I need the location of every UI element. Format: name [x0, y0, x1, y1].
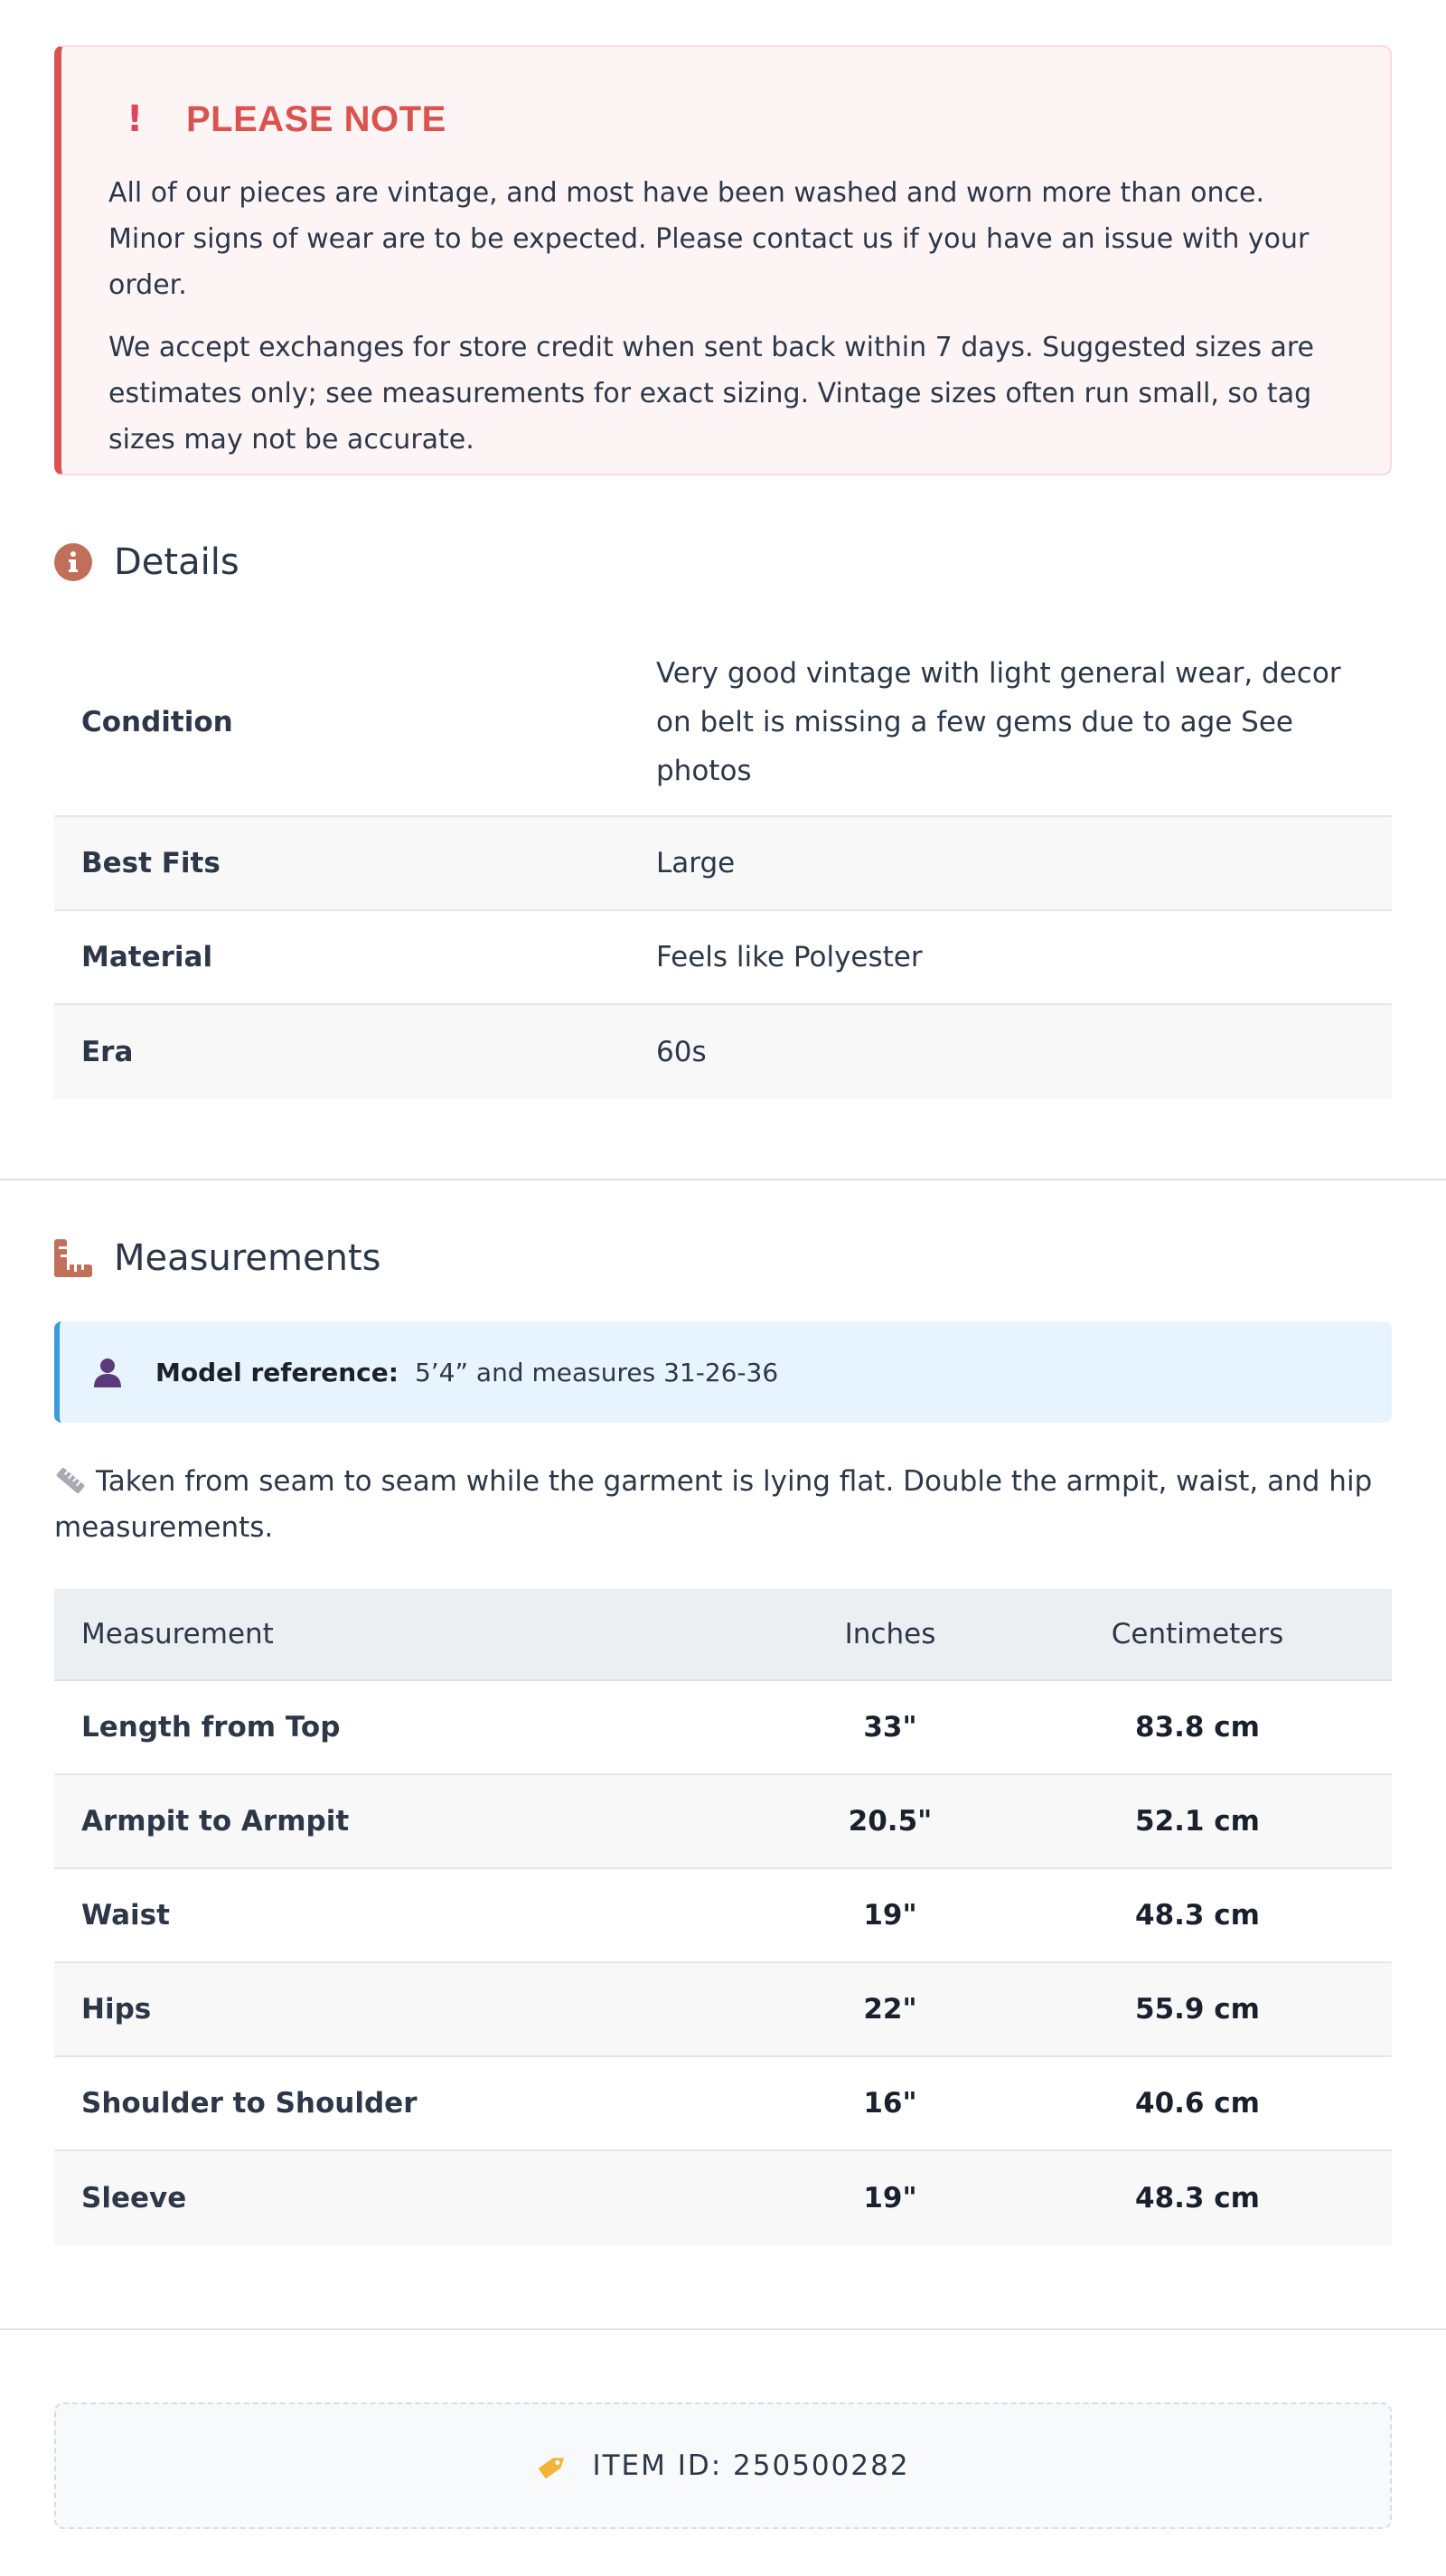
- measurement-inches: 19": [863, 1899, 917, 1932]
- person-icon: [92, 1357, 123, 1387]
- details-title: Details: [114, 541, 239, 583]
- exclamation-icon: !: [127, 99, 144, 140]
- ruler-icon: [54, 1239, 92, 1277]
- measurement-cm: 48.3 cm: [1135, 1899, 1260, 1932]
- model-reference-text: 5’4” and measures 31-26-36: [414, 1357, 779, 1387]
- measurement-cm: 55.9 cm: [1135, 1993, 1260, 2026]
- measurements-table: [54, 1589, 1392, 2245]
- measurement-tip: [54, 1459, 1392, 1551]
- table-row: [54, 1681, 1392, 1775]
- note-header: [108, 99, 1343, 139]
- measurement-cm: 83.8 cm: [1135, 1711, 1260, 1744]
- note-title: PLEASE NOTE: [186, 99, 446, 139]
- measurements-header: [54, 1236, 380, 1281]
- table-row: [54, 1963, 1392, 2057]
- measurement-cm: 40.6 cm: [1135, 2087, 1260, 2120]
- section-divider: [0, 2328, 1446, 2330]
- details-value: Very good vintage with light general wear, decor on belt is missing a few gems due to age See photos: [656, 657, 1341, 787]
- measurement-name: Waist: [81, 1899, 170, 1932]
- table-row: [54, 2151, 1392, 2245]
- model-reference-label: Model reference:: [155, 1357, 399, 1387]
- measurement-inches: 22": [863, 1993, 917, 2026]
- note-paragraph-1: All of our pieces are vintage, and most have been washed and worn more than once. Minor signs of wear are to be expected. Please contact us if you have an issue with your order.: [108, 177, 1310, 301]
- section-divider: [0, 1179, 1446, 1180]
- details-row: [54, 911, 1392, 1005]
- details-label: Condition: [81, 706, 233, 738]
- details-row: [54, 629, 1392, 817]
- column-header-centimeters: Centimeters: [1111, 1618, 1284, 1650]
- ruler-tip-icon: [54, 1462, 87, 1490]
- column-header-inches: Inches: [844, 1618, 936, 1650]
- details-value: Large: [656, 847, 736, 879]
- details-row: [54, 817, 1392, 911]
- details-row: [54, 1005, 1392, 1099]
- info-icon: [54, 543, 92, 581]
- measurements-title: Measurements: [114, 1237, 381, 1279]
- measurement-name: Hips: [81, 1993, 152, 2026]
- measurement-tip-text: Taken from seam to seam while the garment is lying flat. Double the armpit, waist, and hip measurements.: [54, 1465, 1373, 1544]
- details-label: Material: [81, 941, 213, 973]
- measurement-name: Armpit to Armpit: [81, 1805, 350, 1838]
- measurement-name: Shoulder to Shoulder: [81, 2087, 418, 2120]
- table-row: [54, 1775, 1392, 1869]
- table-header-row: [54, 1589, 1392, 1681]
- details-label: Era: [81, 1036, 134, 1068]
- measurement-inches: 20.5": [848, 1805, 933, 1838]
- measurement-inches: 33": [863, 1711, 917, 1744]
- measurement-name: Sleeve: [81, 2182, 187, 2214]
- item-id-text: ITEM ID: 250500282: [592, 2449, 910, 2482]
- measurement-inches: 16": [863, 2087, 917, 2120]
- table-row: [54, 2057, 1392, 2151]
- details-label: Best Fits: [81, 847, 221, 879]
- column-header-measurement: Measurement: [81, 1618, 274, 1650]
- model-reference-box: [54, 1321, 1392, 1423]
- measurement-inches: 19": [863, 2182, 917, 2214]
- table-row: [54, 1869, 1392, 1963]
- details-header: [54, 540, 239, 585]
- measurement-name: Length from Top: [81, 1711, 341, 1744]
- details-value: Feels like Polyester: [656, 941, 923, 973]
- note-paragraph-2: We accept exchanges for store credit when sent back within 7 days. Suggested sizes are estimates only; see measurements for exact sizing. Vintage sizes often run small, so tag sizes may not be accurate.: [108, 332, 1315, 456]
- details-value: 60s: [656, 1036, 707, 1068]
- details-table: [54, 629, 1392, 1099]
- measurement-cm: 48.3 cm: [1135, 2182, 1260, 2214]
- measurement-cm: 52.1 cm: [1135, 1805, 1260, 1838]
- tag-icon: [536, 2449, 570, 2483]
- item-id-box: [54, 2402, 1392, 2529]
- please-note-box: [54, 45, 1392, 475]
